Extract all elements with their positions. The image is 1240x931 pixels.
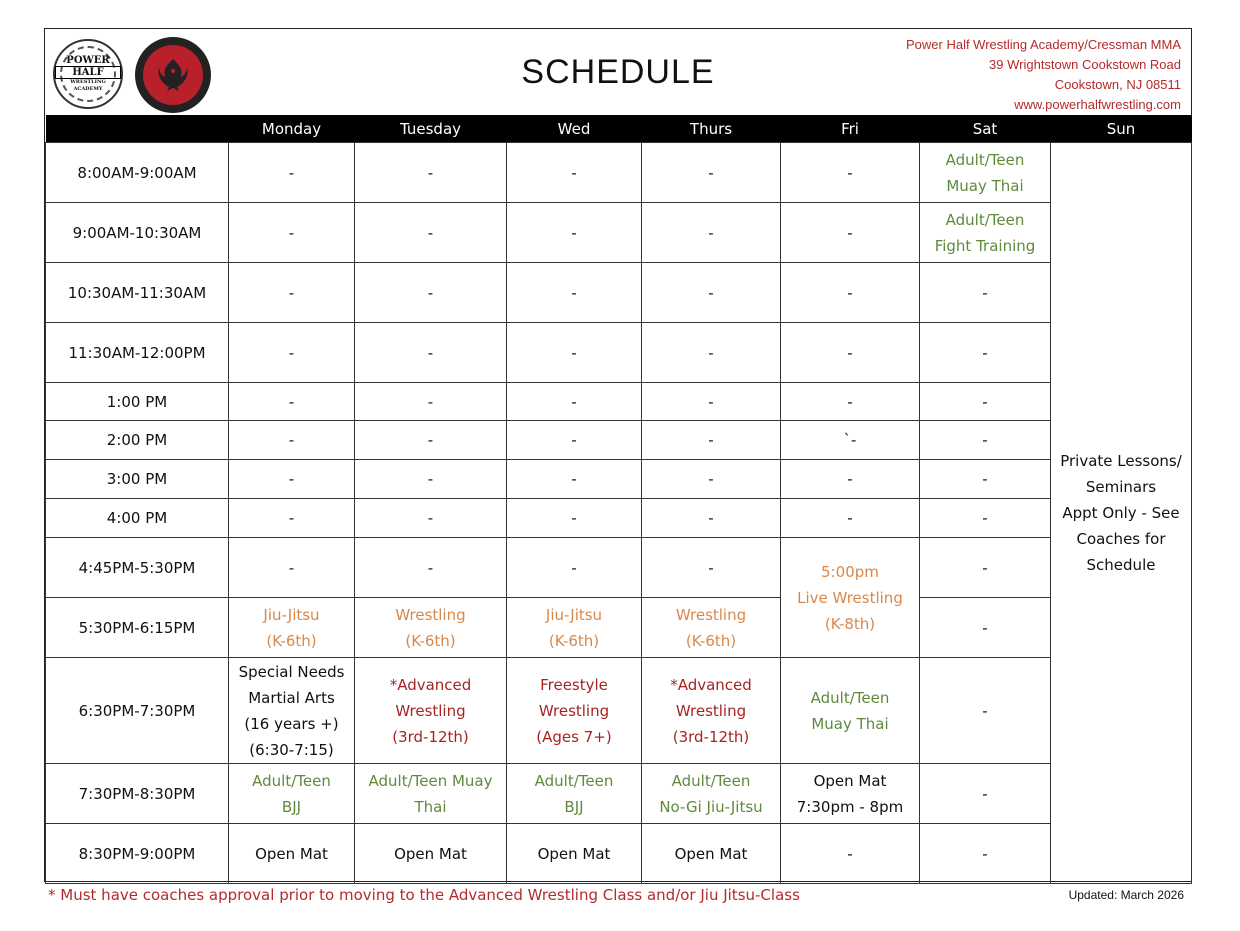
academy-address: Power Half Wrestling Academy/Cressman MMA 39 Wrightstown Cookstown Road Cookstown, NJ 08511 www.powerhalfwrestling.com — [906, 35, 1181, 115]
header — [45, 29, 1191, 115]
thu-no-gi — [642, 764, 781, 824]
cell-line: Appt Only - See — [1062, 504, 1180, 522]
schedule-cell: - — [229, 143, 355, 203]
schedule-cell: - — [920, 460, 1051, 499]
day-monday: Monday — [229, 115, 355, 143]
schedule-cell: - — [355, 421, 507, 460]
cell-line: *Advanced — [670, 675, 752, 694]
thu-wrestling — [642, 598, 781, 658]
mon-special-needs — [229, 658, 355, 764]
cell-line: (K-6th) — [266, 631, 317, 650]
schedule-cell: - — [229, 460, 355, 499]
day-sat: Sat — [920, 115, 1051, 143]
cell-line: Adult/Teen Muay — [368, 771, 493, 790]
cell-line: BJJ — [564, 797, 584, 816]
cell-line: (K-6th) — [405, 631, 456, 650]
cell-line: Wrestling — [675, 701, 747, 720]
schedule-cell: - — [920, 764, 1051, 824]
day-thurs: Thurs — [642, 115, 781, 143]
cell-line: Adult/Teen — [671, 771, 751, 790]
cell-line: Live Wrestling — [797, 588, 903, 607]
cell-line: Adult/Teen — [945, 210, 1025, 229]
cell-line: Martial Arts — [248, 688, 335, 707]
schedule-cell: - — [642, 421, 781, 460]
tue-advanced-wrestling — [355, 658, 507, 764]
schedule-cell: - — [507, 143, 642, 203]
schedule-cell: 2:00 PM — [46, 421, 229, 460]
schedule-cell: - — [355, 263, 507, 323]
day-header — [46, 115, 229, 143]
wed-bjj — [507, 764, 642, 824]
tue-wrestling — [355, 598, 507, 658]
schedule-cell: 7:30PM-8:30PM — [46, 764, 229, 824]
schedule-sheet — [44, 28, 1192, 882]
schedule-cell: - — [507, 538, 642, 598]
footnote: * Must have coaches approval prior to moving to the Advanced Wrestling Class and/or Jiu Jitsu-Class — [48, 886, 800, 904]
cell-line: Adult/Teen — [534, 771, 614, 790]
cell-line: Seminars — [1085, 478, 1157, 496]
fri-live-wrestling — [781, 538, 920, 658]
schedule-cell: 6:30PM-7:30PM — [46, 658, 229, 764]
schedule-cell: - — [781, 203, 920, 263]
cell-line: Special Needs — [238, 662, 345, 681]
cell-line: Wrestling — [675, 605, 747, 624]
schedule-cell: - — [642, 203, 781, 263]
schedule-cell: Open Mat — [642, 824, 781, 884]
schedule-cell: 10:30AM-11:30AM — [46, 263, 229, 323]
cell-line: Thai — [414, 797, 447, 816]
day-tuesday: Tuesday — [355, 115, 507, 143]
cell-line: Muay Thai — [811, 714, 889, 733]
schedule-cell: - — [507, 421, 642, 460]
schedule-cell: 11:30AM-12:00PM — [46, 323, 229, 383]
table-row — [46, 764, 1192, 824]
table-row — [46, 658, 1192, 764]
schedule-cell: - — [355, 499, 507, 538]
schedule-cell: - — [920, 538, 1051, 598]
cell-line: (16 years +) — [244, 714, 339, 733]
page-title: SCHEDULE — [521, 53, 715, 91]
schedule-cell: - — [355, 143, 507, 203]
schedule-cell: - — [229, 421, 355, 460]
day-fri: Fri — [781, 115, 920, 143]
table-row — [46, 460, 1192, 499]
power-half-logo: POWER HALF WRESTLING ACADEMY — [53, 39, 123, 109]
cell-line: Freestyle — [540, 675, 608, 694]
schedule-cell: - — [781, 263, 920, 323]
sat-fight-training — [920, 203, 1051, 263]
wed-jiu-jitsu — [507, 598, 642, 658]
schedule-cell: - — [355, 460, 507, 499]
schedule-cell: - — [920, 499, 1051, 538]
cell-line: Jiu-Jitsu — [545, 605, 603, 624]
schedule-cell: - — [642, 323, 781, 383]
schedule-cell: - — [642, 263, 781, 323]
thu-advanced-wrestling — [642, 658, 781, 764]
cell-line: (Ages 7+) — [536, 727, 612, 746]
cell-line: Schedule — [1086, 556, 1156, 574]
cell-line: Coaches for — [1076, 530, 1166, 548]
schedule-cell: - — [642, 460, 781, 499]
cell-line: No-Gi Jiu-Jitsu — [659, 797, 763, 816]
website-link[interactable]: www.powerhalfwrestling.com — [1014, 97, 1181, 112]
cell-line: *Advanced — [389, 675, 472, 694]
schedule-cell: - — [507, 499, 642, 538]
table-row — [46, 538, 1192, 598]
schedule-cell: - — [642, 383, 781, 421]
cell-line: BJJ — [281, 797, 302, 816]
schedule-cell: - — [229, 323, 355, 383]
table-row — [46, 143, 1192, 203]
cell-line: Wrestling — [395, 605, 466, 624]
day-header-row — [46, 115, 1192, 143]
schedule-cell: - — [229, 203, 355, 263]
schedule-cell: - — [920, 598, 1051, 658]
cell-line: Adult/Teen — [945, 150, 1025, 169]
updated-date: Updated: March 2026 — [1068, 888, 1184, 902]
schedule-cell: - — [920, 323, 1051, 383]
cell-line: (6:30-7:15) — [249, 740, 334, 759]
cell-line: Adult/Teen — [810, 688, 890, 707]
time-cell: 8:00AM-9:00AM — [46, 143, 229, 203]
schedule-cell: - — [920, 383, 1051, 421]
schedule-cell: `- — [781, 421, 920, 460]
cell-line: (K-6th) — [685, 631, 737, 650]
schedule-cell: Open Mat — [229, 824, 355, 884]
table-row — [46, 323, 1192, 383]
schedule-cell: - — [507, 323, 642, 383]
mon-bjj — [229, 764, 355, 824]
schedule-cell: 4:00 PM — [46, 499, 229, 538]
schedule-cell: - — [507, 460, 642, 499]
mon-jiu-jitsu — [229, 598, 355, 658]
day-sun: Sun — [1051, 115, 1192, 143]
cell-line: (3rd-12th) — [392, 727, 469, 746]
cell-line: Wrestling — [538, 701, 610, 720]
schedule-table — [45, 115, 1192, 884]
schedule-cell: - — [781, 323, 920, 383]
fri-open-mat — [781, 764, 920, 824]
fri-muay-thai — [781, 658, 920, 764]
schedule-cell: 5:30PM-6:15PM — [46, 598, 229, 658]
schedule-cell: - — [642, 538, 781, 598]
cell-line: Private Lessons/ — [1060, 452, 1182, 470]
cell-line: Fight Training — [934, 236, 1036, 255]
cell-line: (K-8th) — [824, 614, 876, 633]
table-row — [46, 598, 1192, 658]
schedule-cell: - — [355, 538, 507, 598]
schedule-cell: - — [781, 499, 920, 538]
schedule-cell: - — [355, 203, 507, 263]
cell-line: 7:30pm - 8pm — [796, 797, 904, 816]
schedule-cell: - — [229, 263, 355, 323]
cell-line: Muay Thai — [946, 176, 1024, 195]
wed-freestyle-wrestling — [507, 658, 642, 764]
cell-line: (K-6th) — [548, 631, 600, 650]
schedule-cell: - — [642, 499, 781, 538]
schedule-cell: - — [642, 143, 781, 203]
cell-line: Open Mat — [813, 771, 887, 790]
table-row — [46, 824, 1192, 884]
table-row — [46, 383, 1192, 421]
schedule-cell: - — [920, 263, 1051, 323]
schedule-cell: - — [507, 263, 642, 323]
schedule-cell: - — [355, 323, 507, 383]
cell-line: Wrestling — [395, 701, 466, 720]
schedule-cell: - — [781, 143, 920, 203]
schedule-cell: - — [507, 203, 642, 263]
table-row — [46, 499, 1192, 538]
schedule-cell: - — [229, 499, 355, 538]
day-wed: Wed — [507, 115, 642, 143]
schedule-cell: - — [507, 383, 642, 421]
schedule-cell: 9:00AM-10:30AM — [46, 203, 229, 263]
table-row — [46, 263, 1192, 323]
schedule-cell: - — [920, 658, 1051, 764]
schedule-cell: - — [355, 383, 507, 421]
table-row — [46, 421, 1192, 460]
schedule-cell: Open Mat — [507, 824, 642, 884]
schedule-cell: - — [920, 824, 1051, 884]
sat-muay-thai — [920, 143, 1051, 203]
cell-line: Jiu-Jitsu — [263, 605, 320, 624]
sun-note — [1051, 143, 1192, 884]
schedule-cell: 4:45PM-5:30PM — [46, 538, 229, 598]
tue-muay-thai — [355, 764, 507, 824]
schedule-cell: 1:00 PM — [46, 383, 229, 421]
schedule-cell: - — [229, 383, 355, 421]
schedule-cell: - — [229, 538, 355, 598]
schedule-cell: 8:30PM-9:00PM — [46, 824, 229, 884]
cell-line: Adult/Teen — [252, 771, 331, 790]
cell-line: (3rd-12th) — [672, 727, 750, 746]
cell-line: 5:00pm — [821, 562, 879, 581]
schedule-cell: 3:00 PM — [46, 460, 229, 499]
schedule-cell: Open Mat — [355, 824, 507, 884]
schedule-cell: - — [781, 824, 920, 884]
table-row — [46, 203, 1192, 263]
schedule-cell: - — [781, 383, 920, 421]
schedule-cell: - — [781, 460, 920, 499]
schedule-cell: - — [920, 421, 1051, 460]
